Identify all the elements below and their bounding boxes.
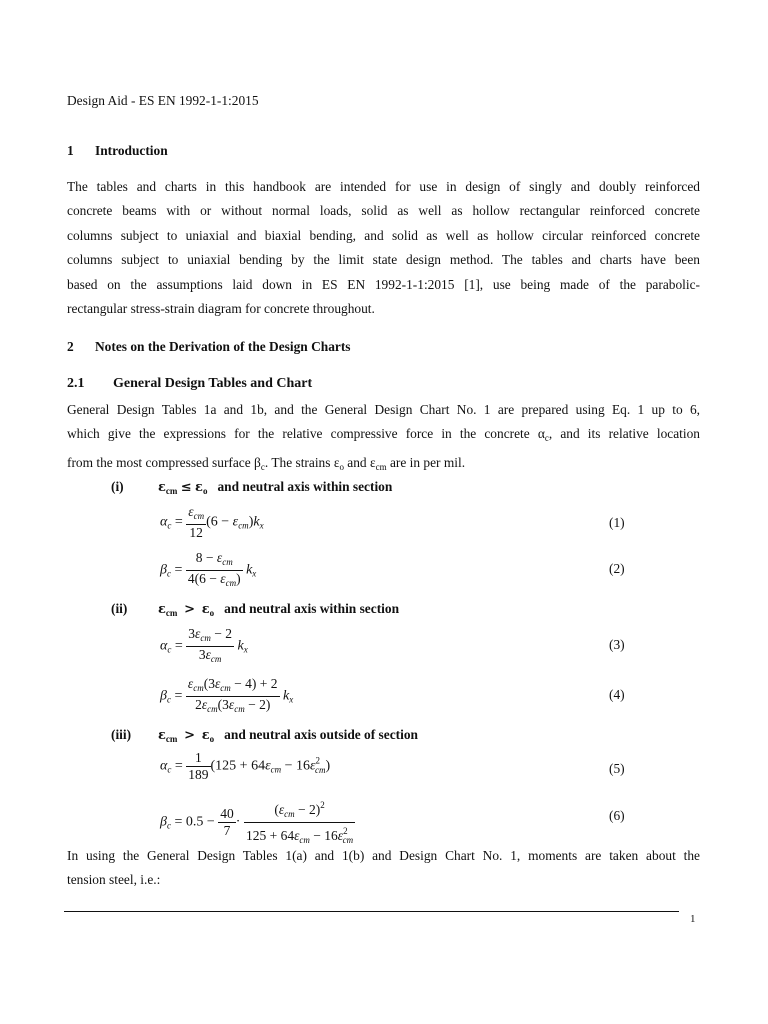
beta-symbol: β bbox=[254, 454, 261, 470]
section-number: 2 bbox=[67, 339, 74, 354]
intro-paragraph bbox=[67, 175, 700, 321]
intro-line: The tables and charts in this handbook are intended for use in design of singly and doubly reinforced bbox=[67, 179, 700, 194]
equation-number: (6) bbox=[609, 808, 625, 823]
fraction: $\frac{\varepsilon_{cm}}{12}$ bbox=[188, 504, 205, 540]
section-title: Notes on the Derivation of the Design Charts bbox=[95, 339, 351, 354]
intro-line: columns subject to uniaxial and biaxial bending, and solid as well as hollow circular reinforced concrete bbox=[67, 227, 700, 243]
closing-paragraph bbox=[67, 844, 700, 893]
fraction: $\frac{(\varepsilon_{cm} - 2)^2}{125 + 64\varepsilon_{cm} - 16\varepsilon^2_{cm}}$ bbox=[244, 797, 355, 848]
document-header: Design Aid - ES EN 1992-1-1:2015 bbox=[67, 93, 259, 108]
fraction: $\frac{3\varepsilon_{cm} - 2}{3\varepsilon_{cm}}$ bbox=[188, 626, 232, 664]
alpha-symbol: α bbox=[537, 426, 545, 442]
section-1-heading bbox=[67, 143, 168, 159]
intro-line: based on the assumptions laid down in ES EN 1992-1-1:2015 [1], use being made of the parabolic- bbox=[67, 276, 700, 292]
section-2-1-heading bbox=[67, 376, 312, 392]
equation-number: (1) bbox=[609, 515, 625, 530]
section-title: General Design Tables and Chart bbox=[113, 376, 313, 391]
equation-number: (4) bbox=[609, 687, 625, 702]
general-line: from the most compressed surface $\beta_c$. The strains $\varepsilon_o$ and $\varepsilon_{cm}$ are in per mil. bbox=[67, 454, 466, 472]
equation-number: (3) bbox=[609, 637, 625, 652]
equation-5: $\alpha_c$ = $\frac{1}{189}$ $(125 + 64\varepsilon_{cm} - 16\varepsilon^2_{cm})$ bbox=[160, 750, 331, 782]
fraction: $\frac{\varepsilon_{cm}(3\varepsilon_{cm} - 4) + 2}{2\varepsilon_{cm}(3\varepsilon_{cm} - 2)}$ bbox=[187, 676, 278, 714]
intro-line: concrete beams with or without normal loads, solid as well as hollow rectangular reinforced concrete bbox=[67, 203, 700, 219]
equation-3: $\alpha_c$ = $\frac{3\varepsilon_{cm} - 2}{3\varepsilon_{cm}}$ $k_x$ bbox=[160, 626, 248, 667]
equation-number: (5) bbox=[609, 761, 625, 776]
equation-4: $\beta_c$ = $\frac{\varepsilon_{cm}(3\varepsilon_{cm} - 4) + 2}{2\varepsilon_{cm}(3\varepsilon_{cm} - 2)}$ $k_x$ bbox=[160, 676, 293, 717]
general-line: General Design Tables 1a and 1b, and the General Design Chart No. 1 are prepared using Eq. 1 up to 6, bbox=[67, 402, 700, 417]
closing-line: tension steel, i.e.: bbox=[67, 872, 161, 888]
case-ii-heading: (ii) $\varepsilon_{cm} > \varepsilon_o$ and neutral axis within section bbox=[111, 601, 400, 618]
fraction: $\frac{40}{7}$ bbox=[220, 806, 234, 838]
fraction: $\frac{8 - \varepsilon_{cm}}{4(6 - \varepsilon_{cm})}$ bbox=[187, 550, 241, 588]
section-number: 1 bbox=[67, 143, 74, 158]
page-number: 1 bbox=[690, 913, 696, 925]
case-iii-heading: (iii) $\varepsilon_{cm} > \varepsilon_o$ and neutral axis outside of section bbox=[111, 727, 418, 744]
case-i-heading: (i) $\varepsilon_{cm} \le \varepsilon_o$ and neutral axis within section bbox=[111, 479, 393, 496]
equation-1: $\alpha_c$ = $\frac{\varepsilon_{cm}}{12}$ $(6 - \varepsilon_{cm})k_x$ bbox=[160, 504, 264, 540]
intro-line: rectangular stress-strain diagram for concrete throughout. bbox=[67, 301, 375, 317]
section-2-heading bbox=[67, 339, 351, 355]
general-line: which give the expressions for the relative compressive force in the concrete $\alpha_c$, and its relative location bbox=[67, 426, 700, 444]
closing-line: In using the General Design Tables 1(a) and 1(b) and Design Chart No. 1, moments are taken about the bbox=[67, 848, 700, 863]
section-number: 2.1 bbox=[67, 376, 85, 391]
equation-2: $\beta_c$ = $\frac{8 - \varepsilon_{cm}}{4(6 - \varepsilon_{cm})}$ $k_x$ bbox=[160, 550, 256, 591]
epsilon-symbol: ε bbox=[333, 454, 340, 470]
intro-line: columns subject to uniaxial bending by the limit state design method. The tables and charts have been bbox=[67, 252, 700, 268]
footer-rule bbox=[64, 911, 679, 912]
fraction: $\frac{1}{189}$ bbox=[188, 750, 209, 782]
equation-6: $\beta_c = 0.5$ − $\frac{40}{7}$ · $\frac{(\varepsilon_{cm} - 2)^2}{125 + 64\varepsilon_{cm} - 16\varepsilon^2_{cm}}$ bbox=[160, 797, 355, 848]
section-title: Introduction bbox=[95, 143, 168, 158]
equation-number: (2) bbox=[609, 561, 625, 576]
general-design-paragraph bbox=[67, 398, 700, 479]
epsilon-symbol: ε bbox=[369, 454, 376, 470]
